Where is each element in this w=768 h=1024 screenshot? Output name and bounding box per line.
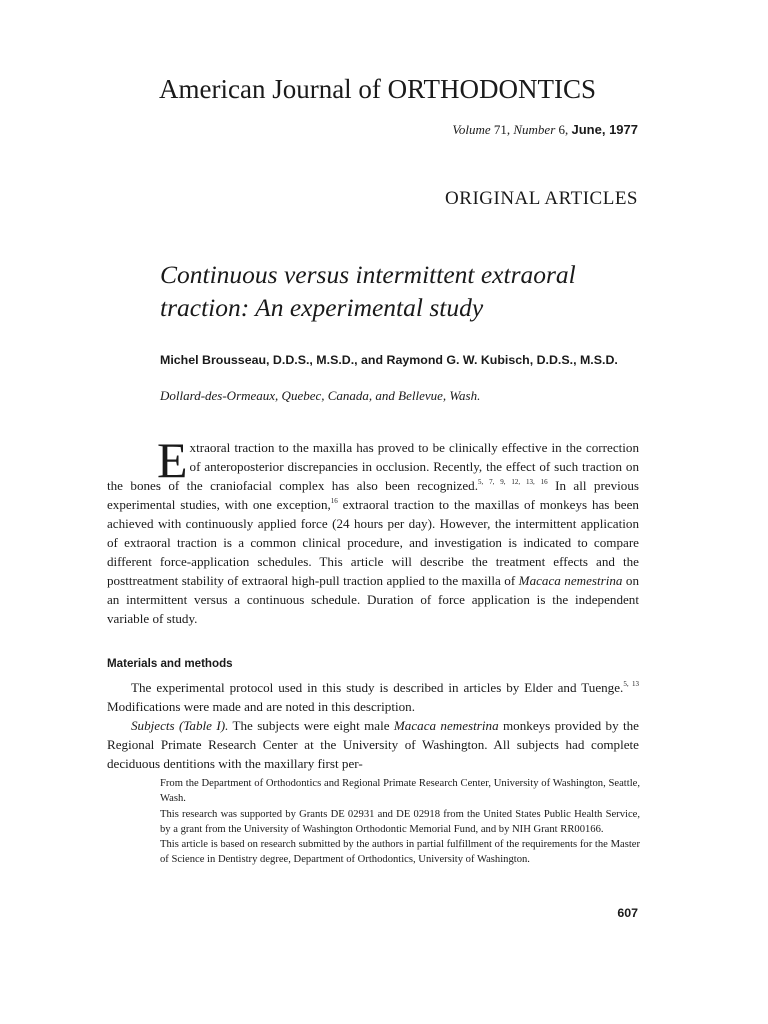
volume-number: 71, [493, 122, 511, 137]
issue-date: June, 1977 [571, 122, 638, 137]
page-number: 607 [617, 906, 638, 920]
citation-ref: 5, 7, 9, 12, 13, 16 [477, 478, 548, 486]
footnote-department: From the Department of Orthodontics and Regional Primate Research Center, University of Washington, Seattle, Wash. [160, 778, 640, 805]
drop-cap: E [157, 432, 188, 488]
journal-title: American Journal of ORTHODONTICS [159, 74, 597, 104]
intro-text-1: xtraoral traction to the maxilla has proved to be clinically effective in the correction of anteroposterior discrepancies in occlusion. Recently, the effect of such traction on the bones of the craniofacial complex has also been recognized. [107, 440, 639, 493]
subjects-text-2: monkeys provided by the Regional Primate Research Center at the University of Washington. All subjects had complete deciduous dentitions with the maxillary first per- [107, 718, 639, 771]
volume-label: Volume [452, 122, 491, 137]
author-list: Michel Brousseau, D.D.S., M.S.D., and Raymond G. W. Kubisch, D.D.S., M.S.D. [160, 353, 618, 367]
citation-ref: 16 [330, 497, 338, 505]
subjects-text-1: The subjects were eight male [228, 718, 394, 733]
intro-text-2: In all previous experimental studies, with one exception, [107, 478, 639, 512]
number-value: 6, [558, 122, 569, 137]
species-name: Macaca nemestrina [518, 573, 623, 588]
materials-body [107, 678, 639, 773]
author-affiliation: Dollard-des-Ormeaux, Quebec, Canada, and Bellevue, Wash. [160, 388, 481, 403]
footnotes [160, 776, 640, 868]
species-name: Macaca nemestrina [393, 718, 499, 733]
citation-ref: 5, 13 [623, 680, 639, 688]
subjects-paragraph [107, 716, 639, 773]
intro-paragraph [107, 432, 640, 628]
issue-line [300, 121, 638, 139]
number-label: Number [513, 122, 556, 137]
materials-paragraph [107, 678, 639, 716]
section-heading: ORIGINAL ARTICLES [445, 188, 638, 209]
materials-text-2: Modifications were made and are noted in this description. [107, 699, 415, 714]
materials-heading: Materials and methods [107, 657, 233, 670]
footnote-thesis: This article is based on research submitted by the authors in partial fulfillment of the requirements for the Master of Science in Dentistry degree, Department of Orthodontics, University of Washington. [160, 839, 640, 866]
intro-text-4: on an intermittent versus a continuous schedule. Duration of force application is the independent variable of study. [107, 573, 640, 626]
subjects-label: Subjects (Table I). [131, 718, 229, 733]
article-title: Continuous versus intermittent extraoral traction: An experimental study [160, 260, 576, 322]
footnote-funding: This research was supported by Grants DE 02931 and DE 02918 from the United States Public Health Service, by a grant from the University of Washington Orthodontic Memorial Fund, and by NIH Grant RR00166. [160, 808, 640, 835]
materials-text-1: The experimental protocol used in this study is described in articles by Elder and Tuenge. [131, 680, 624, 695]
intro-text-3: extraoral traction to the maxillas of monkeys has been achieved with continuously applied force (24 hours per day). However, the intermittent application of extraoral traction is a common clinical procedure, and investigation is indicated to compare different force-application schedules. This article will describe the treatment effects and the posttreatment stability of extraoral high-pull traction applied to the maxilla of [107, 497, 639, 588]
